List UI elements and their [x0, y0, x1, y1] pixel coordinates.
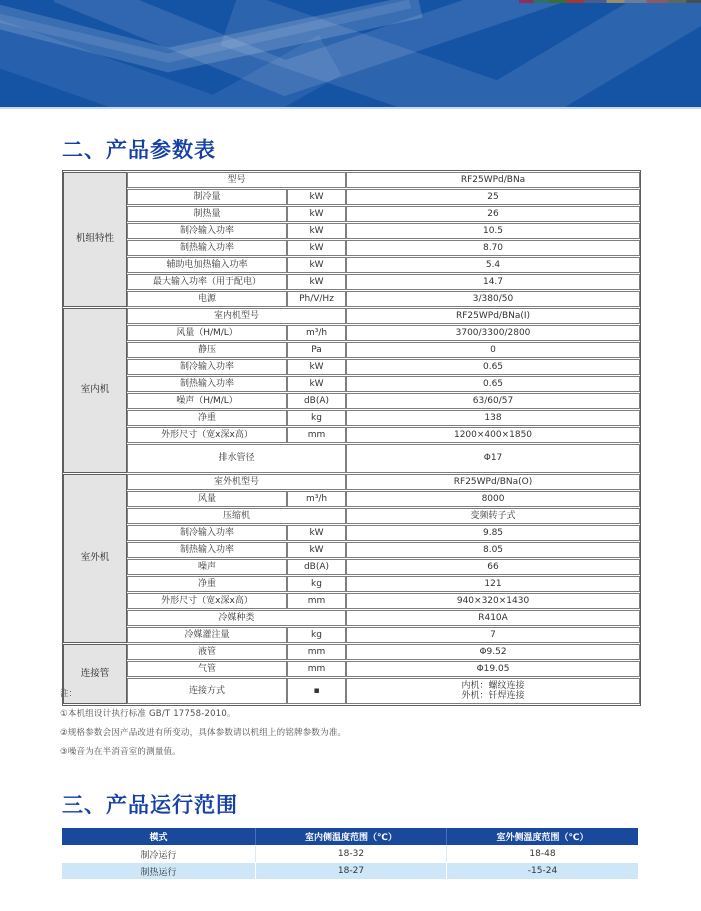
spec-row	[63, 376, 640, 392]
spec-param-cell: 制冷输入功率	[127, 525, 287, 541]
spec-row	[63, 474, 640, 490]
spec-value-cell: 14.7	[346, 274, 640, 290]
spec-unit-cell: kW	[287, 223, 346, 239]
spec-row	[63, 257, 640, 273]
spec-param-cell: 风量（H/M/L）	[127, 325, 287, 341]
spec-value-cell: 66	[346, 559, 640, 575]
banner	[0, 0, 701, 107]
spec-row	[63, 223, 640, 239]
range-cell: 18-27	[255, 863, 446, 879]
banner-decoration	[0, 0, 701, 107]
range-cell: 制热运行	[62, 863, 255, 879]
spec-row	[63, 576, 640, 592]
spec-row	[63, 342, 640, 358]
spec-value-cell: 变频转子式	[346, 508, 640, 524]
spec-unit-cell: kg	[287, 410, 346, 426]
spec-param-cell: 气管	[127, 661, 287, 677]
spec-value-cell: 121	[346, 576, 640, 592]
spec-table	[62, 170, 639, 706]
spec-row	[63, 308, 640, 324]
spec-unit-cell: kW	[287, 376, 346, 392]
spec-param-cell: 制热量	[127, 206, 287, 222]
note-line-1: ①本机组设计执行标准 GB/T 17758-2010。	[60, 709, 236, 719]
spec-row	[63, 189, 640, 205]
spec-row	[63, 542, 640, 558]
range-header-cell: 室内侧温度范围（℃）	[255, 828, 446, 845]
spec-unit-cell: kW	[287, 206, 346, 222]
spec-value-cell: 25	[346, 189, 640, 205]
spec-unit-cell: mm	[287, 593, 346, 609]
spec-unit-cell: kW	[287, 257, 346, 273]
spec-row	[63, 427, 640, 443]
spec-param-cell: 压缩机	[127, 508, 346, 524]
spec-unit-cell: mm	[287, 661, 346, 677]
spec-row	[63, 644, 640, 660]
spec-unit-cell: mm	[287, 427, 346, 443]
spec-param-cell: 风量	[127, 491, 287, 507]
spec-param-cell: 冷媒种类	[127, 610, 346, 626]
spec-value-cell: Φ19.05	[346, 661, 640, 677]
range-cell: 制冷运行	[140, 850, 177, 861]
spec-param-cell: 制热输入功率	[127, 542, 287, 558]
spec-unit-cell: mm	[287, 644, 346, 660]
spec-unit-cell: kW	[287, 542, 346, 558]
spec-param-cell: 制冷输入功率	[127, 359, 287, 375]
spec-value-cell: Φ17	[346, 444, 640, 473]
spec-param-cell: 室外机型号	[127, 474, 346, 490]
spec-param-cell: 连接方式	[127, 678, 287, 704]
spec-param-cell: 制冷输入功率	[127, 223, 287, 239]
spec-unit-cell: m³/h	[287, 491, 346, 507]
top-color-strip	[519, 0, 701, 3]
spec-param-cell: 冷媒灌注量	[127, 627, 287, 643]
spec-param-cell: 外形尺寸（宽x深x高）	[127, 427, 287, 443]
spec-value-cell: 3/380/50	[346, 291, 640, 307]
spec-unit-cell: kW	[287, 274, 346, 290]
spec-param-cell: 外形尺寸（宽x深x高）	[127, 593, 287, 609]
section2-heading: 二、产品参数表	[62, 138, 216, 162]
spec-row	[63, 661, 640, 677]
spec-param-cell: 辅助电加热输入功率	[127, 257, 287, 273]
spec-param-cell: 排水管径	[127, 444, 346, 473]
spec-row	[63, 359, 640, 375]
spec-value-cell: RF25WPd/BNa(O)	[346, 474, 640, 490]
spec-row	[63, 508, 640, 524]
spec-value-cell: 9.85	[346, 525, 640, 541]
spec-unit-cell: kW	[287, 525, 346, 541]
spec-row	[63, 291, 640, 307]
spec-value-cell: 940×320×1430	[346, 593, 640, 609]
spec-unit-cell: ▪	[287, 678, 346, 704]
spec-value-cell: 0.65	[346, 376, 640, 392]
spec-param-cell: 静压	[127, 342, 287, 358]
range-table-grid	[62, 827, 638, 880]
spec-row	[63, 559, 640, 575]
spec-row	[63, 274, 640, 290]
spec-param-cell: 型号	[127, 172, 346, 188]
spec-value-cell: 8000	[346, 491, 640, 507]
spec-value-cell: 8.05	[346, 542, 640, 558]
spec-param-cell: 净重	[127, 410, 287, 426]
spec-unit-cell: dB(A)	[287, 559, 346, 575]
spec-value-cell: 0.65	[346, 359, 640, 375]
spec-param-cell: 噪声	[127, 559, 287, 575]
spec-unit-cell: dB(A)	[287, 393, 346, 409]
range-cell: 18-32	[255, 846, 446, 862]
spec-value-cell: 3700/3300/2800	[346, 325, 640, 341]
section-label-cell: 机组特性	[63, 172, 127, 307]
note-line-2: ②规格参数会因产品改进有所变动，具体参数请以机组上的铭牌参数为准。	[60, 728, 347, 738]
banner-underline	[0, 107, 701, 109]
spec-value-line: 内机：螺纹连接	[461, 680, 525, 691]
spec-table-grid	[62, 170, 641, 706]
range-cell: -15-24	[446, 863, 638, 879]
spec-unit-cell: Pa	[287, 342, 346, 358]
spec-value-cell: Φ9.52	[346, 644, 640, 660]
spec-value-cell: 1200×400×1850	[346, 427, 640, 443]
spec-row	[63, 206, 640, 222]
section-label-cell: 室外机	[63, 474, 127, 643]
spec-unit-cell: kW	[287, 189, 346, 205]
spec-value-cell: RF25WPd/BNa(I)	[346, 308, 640, 324]
range-header-cell: 模式	[62, 828, 255, 845]
spec-row	[63, 610, 640, 626]
spec-unit-cell: m³/h	[287, 325, 346, 341]
spec-row	[63, 627, 640, 643]
spec-row	[63, 525, 640, 541]
range-table	[62, 827, 638, 880]
range-cell: 18-48	[446, 846, 638, 862]
spec-unit-cell: kW	[287, 240, 346, 256]
spec-value-cell: 63/60/57	[346, 393, 640, 409]
notes	[60, 687, 620, 764]
spec-param-cell: 制冷量	[127, 189, 287, 205]
range-header-row	[62, 828, 638, 845]
spec-row	[63, 491, 640, 507]
range-header-cell: 室外侧温度范围（℃）	[446, 828, 638, 845]
spec-row	[63, 240, 640, 256]
spec-row	[63, 172, 640, 188]
notes-label: 注：	[60, 689, 78, 699]
section-label-cell: 连接管	[63, 644, 127, 704]
spec-param-cell: 制热输入功率	[127, 376, 287, 392]
spec-value-cell: 138	[346, 410, 640, 426]
section-label-cell: 室内机	[63, 308, 127, 473]
spec-value-line: 外机：钎焊连接	[461, 691, 525, 701]
section3-heading: 三、产品运行范围	[62, 793, 238, 817]
spec-unit-cell: kW	[287, 359, 346, 375]
spec-row	[63, 593, 640, 609]
spec-value-cell: 7	[346, 627, 640, 643]
range-row	[62, 863, 638, 879]
range-row	[62, 846, 638, 862]
spec-value-cell: 8.70	[346, 240, 640, 256]
spec-param-cell: 最大输入功率（用于配电）	[127, 274, 287, 290]
spec-value-cell: 26	[346, 206, 640, 222]
spec-row	[63, 410, 640, 426]
spec-param-cell: 电源	[127, 291, 287, 307]
spec-param-cell: 噪声（H/M/L）	[127, 393, 287, 409]
spec-unit-cell: kg	[287, 576, 346, 592]
spec-value-cell: RF25WPd/BNa	[346, 172, 640, 188]
spec-value-cell: 0	[346, 342, 640, 358]
spec-value-cell: 10.5	[346, 223, 640, 239]
spec-row	[63, 325, 640, 341]
spec-param-cell: 制热输入功率	[127, 240, 287, 256]
spec-unit-cell: kg	[287, 627, 346, 643]
spec-value-cell: 5.4	[346, 257, 640, 273]
spec-param-cell: 室内机型号	[127, 308, 346, 324]
spec-param-cell: 净重	[127, 576, 287, 592]
spec-param-cell: 液管	[127, 644, 287, 660]
spec-row	[63, 393, 640, 409]
spec-row	[63, 444, 640, 473]
spec-value-cell: R410A	[346, 610, 640, 626]
note-line-3: ③噪音为在半消音室的测量值。	[60, 747, 181, 757]
spec-unit-cell: Ph/V/Hz	[287, 291, 346, 307]
